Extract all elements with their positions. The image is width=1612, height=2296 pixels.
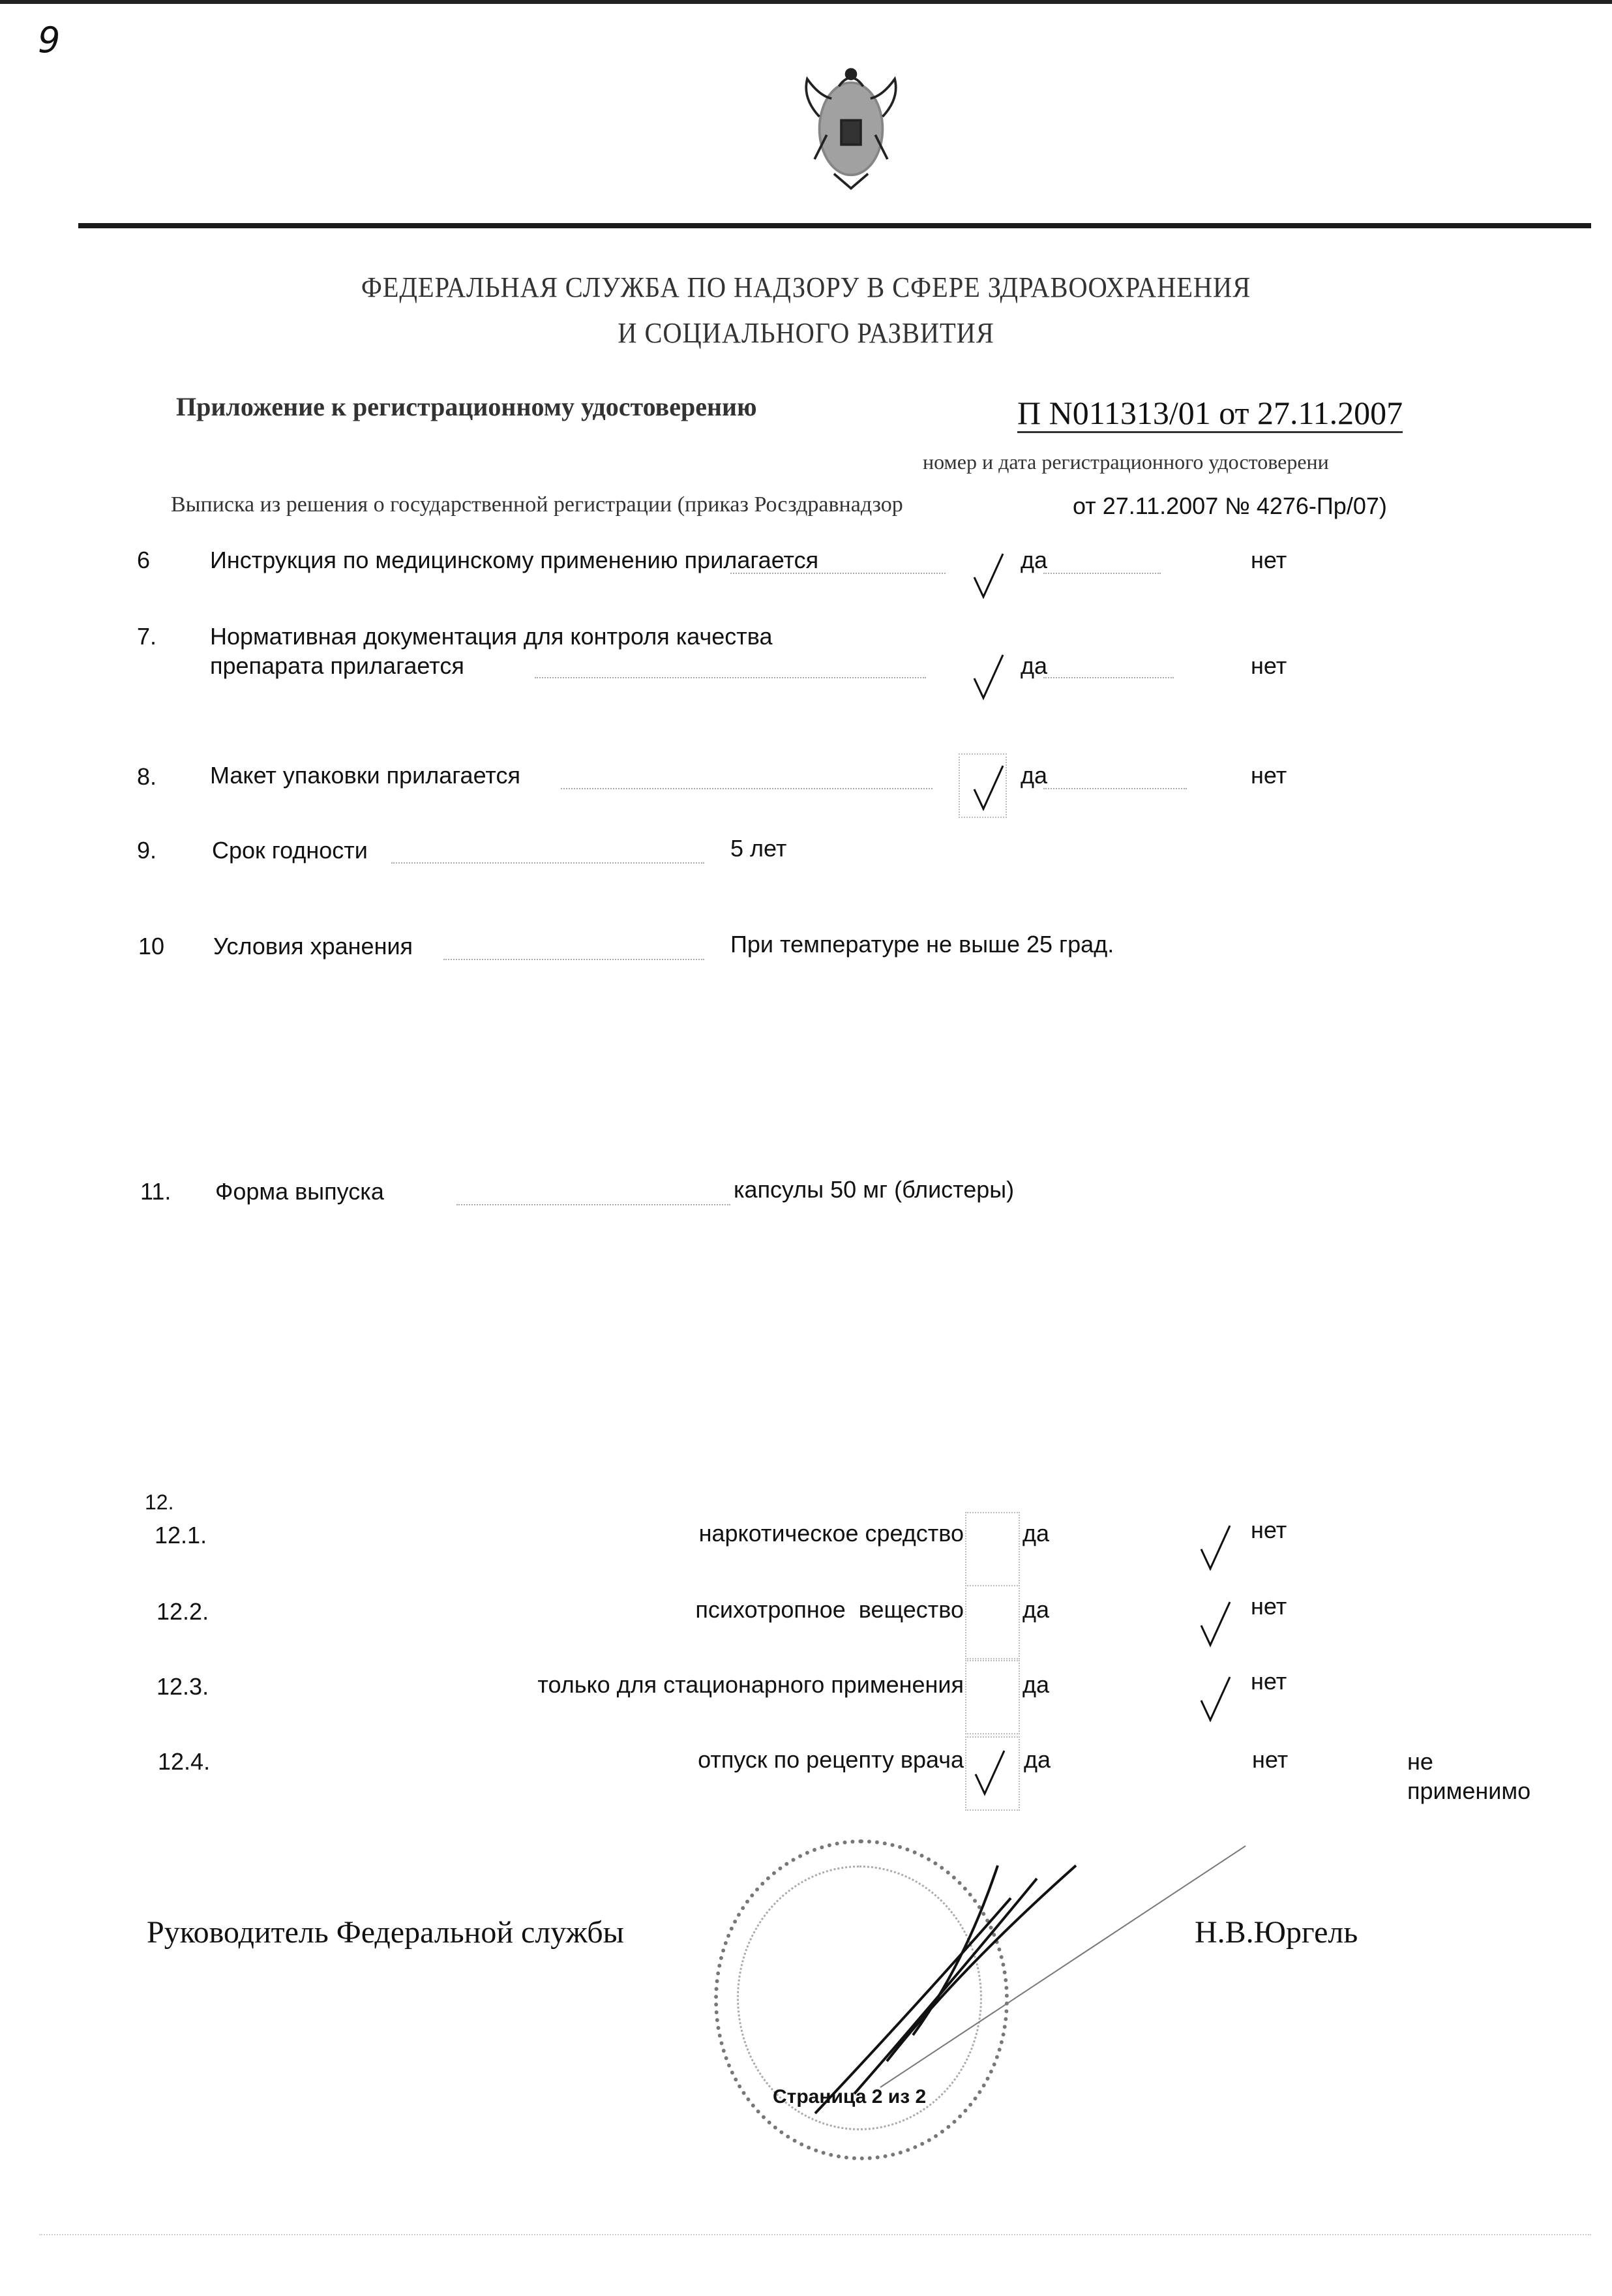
- item-12-4-no: нет: [1252, 1746, 1289, 1773]
- item-12-3-yes: да: [1022, 1671, 1050, 1698]
- page-footer: Страница 2 из 2: [773, 2086, 927, 2107]
- item-12-2-no: нет: [1251, 1593, 1287, 1620]
- item-12-4-na-line1: не: [1407, 1748, 1433, 1775]
- extract-text: Выписка из решения о государственной регистрации (приказ Росздравнадзор: [171, 492, 903, 517]
- top-border: [0, 0, 1612, 4]
- dotted-leader: [443, 959, 704, 960]
- checkmark-icon: [972, 763, 1006, 811]
- dotted-leader: [535, 677, 926, 678]
- item-11-label: Форма выпуска: [215, 1178, 384, 1205]
- item-7-yes: да: [1021, 652, 1048, 679]
- certificate-number-caption: номер и дата регистрационного удостоверени: [923, 450, 1329, 474]
- dotted-leader: [561, 788, 933, 789]
- item-12-2-number: 12.2.: [157, 1598, 209, 1625]
- signatory-position: Руководитель Федеральной службы: [147, 1915, 624, 1950]
- item-10-value: При температуре не выше 25 град.: [730, 931, 1114, 958]
- section-12-number: 12.: [145, 1490, 174, 1514]
- item-9-label: Срок годности: [212, 837, 368, 864]
- item-8-number: 8.: [137, 763, 157, 790]
- handwritten-page-number: 9: [38, 20, 61, 61]
- checkbox-frame: [965, 1585, 1020, 1659]
- item-7-label-line1: Нормативная документация для контроля качества: [210, 623, 773, 650]
- item-12-4-number: 12.4.: [158, 1748, 211, 1775]
- agency-title-line1: ФЕДЕРАЛЬНАЯ СЛУЖБА ПО НАДЗОРУ В СФЕРЕ ЗДРАВООХРАНЕНИЯ: [361, 271, 1251, 303]
- dotted-leader: [391, 862, 704, 864]
- appendix-label: Приложение к регистрационному удостоверению: [176, 392, 757, 421]
- dotted-leader: [1043, 788, 1187, 789]
- item-12-4-na-line2: применимо: [1407, 1777, 1531, 1804]
- item-12-1-label: наркотическое средство: [698, 1520, 964, 1547]
- item-9-number: 9.: [137, 837, 157, 864]
- item-12-1-no: нет: [1251, 1517, 1287, 1543]
- checkbox-frame: [965, 1512, 1020, 1586]
- item-6-no: нет: [1251, 547, 1287, 573]
- checkmark-icon: [1199, 1674, 1232, 1723]
- coat-of-arms-icon: [786, 62, 916, 196]
- item-6-yes: да: [1021, 547, 1048, 573]
- item-7-label-line2: препарата прилагается: [210, 652, 464, 679]
- checkmark-icon: [972, 551, 1006, 599]
- dotted-leader: [1043, 677, 1174, 678]
- item-12-4-yes: да: [1024, 1746, 1051, 1773]
- certificate-number: П N011313/01 от 27.11.2007: [1017, 395, 1403, 433]
- dotted-leader: [1043, 573, 1161, 574]
- header-rule: [78, 223, 1591, 228]
- item-8-yes: да: [1021, 762, 1048, 789]
- item-10-label: Условия хранения: [213, 933, 413, 959]
- item-12-3-number: 12.3.: [157, 1673, 209, 1700]
- bottom-scan-line: [39, 2234, 1591, 2235]
- checkmark-icon: [1199, 1599, 1232, 1648]
- item-8-no: нет: [1251, 762, 1287, 789]
- item-11-value: капсулы 50 мг (блистеры): [734, 1176, 1015, 1203]
- item-12-3-label: только для стационарного применения: [537, 1671, 964, 1698]
- item-12-2-yes: да: [1022, 1596, 1050, 1623]
- item-10-number: 10: [138, 933, 165, 959]
- item-12-1-number: 12.1.: [155, 1522, 207, 1548]
- agency-title-line2: И СОЦИАЛЬНОГО РАЗВИТИЯ: [618, 317, 994, 349]
- item-12-3-no: нет: [1251, 1668, 1287, 1695]
- signatory-name: Н.В.Юргель: [1195, 1915, 1358, 1950]
- checkmark-icon: [973, 1748, 1007, 1796]
- item-7-number: 7.: [137, 623, 157, 650]
- item-6-label: Инструкция по медицинскому применению прилагается: [210, 547, 819, 573]
- item-12-2-label: психотропное вещество: [695, 1596, 964, 1623]
- checkmark-icon: [972, 652, 1006, 701]
- item-7-no: нет: [1251, 652, 1287, 679]
- checkmark-icon: [1199, 1523, 1232, 1571]
- item-8-label: Макет упаковки прилагается: [210, 762, 520, 789]
- item-6-number: 6: [137, 547, 151, 573]
- item-9-value: 5 лет: [730, 835, 787, 862]
- item-11-number: 11.: [140, 1178, 172, 1205]
- item-12-4-label: отпуск по рецепту врача: [698, 1746, 964, 1773]
- item-12-1-yes: да: [1022, 1520, 1050, 1547]
- dotted-leader: [730, 573, 946, 574]
- order-reference: от 27.11.2007 № 4276-Пр/07): [1073, 492, 1387, 519]
- checkbox-frame: [965, 1660, 1020, 1734]
- dotted-leader: [456, 1204, 730, 1205]
